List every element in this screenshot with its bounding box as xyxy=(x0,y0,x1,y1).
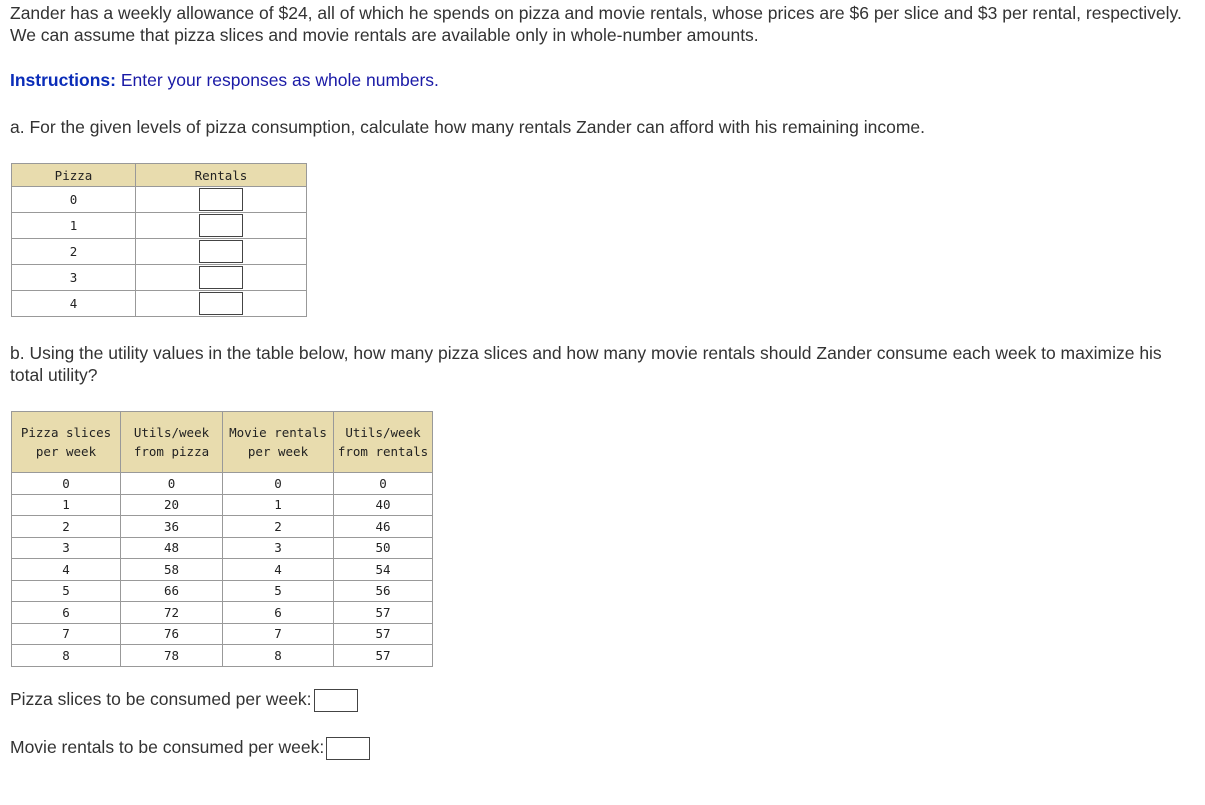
utils-pizza-cell: 78 xyxy=(121,645,223,667)
problem-intro: Zander has a weekly allowance of $24, all of which he spends on pizza and movie rentals, whose prices are $6 per slice and $3 per rental, respectively. We can assume that pizza slices and movie rentals are available only in whole-number amounts. xyxy=(10,3,1182,45)
rentals-answer-label: Movie rentals to be consumed per week: xyxy=(10,737,325,757)
instructions-label: Instructions: xyxy=(10,70,116,90)
rentals-header: Rentals xyxy=(136,164,307,187)
movie-rentals-cell: 1 xyxy=(223,494,334,516)
table-row xyxy=(12,516,433,538)
pizza-slices-cell: 2 xyxy=(12,516,121,538)
part-b-question: b. Using the utility values in the table below, how many pizza slices and how many movie rentals should Zander consume each week to maximize his total utility? xyxy=(10,343,1162,385)
rentals-input[interactable] xyxy=(199,266,243,289)
movie-rentals-cell: 3 xyxy=(223,537,334,559)
table-row xyxy=(12,645,433,667)
pizza-slices-cell: 8 xyxy=(12,645,121,667)
pizza-slices-cell: 4 xyxy=(12,559,121,581)
utility-table-body xyxy=(12,473,433,667)
movie-rentals-cell: 6 xyxy=(223,602,334,624)
instructions-text: Enter your responses as whole numbers. xyxy=(115,70,439,90)
pizza-answer-row xyxy=(10,688,358,712)
table-row xyxy=(12,187,307,213)
utils-rentals-cell: 0 xyxy=(334,473,433,495)
utils-pizza-cell: 76 xyxy=(121,623,223,645)
utils-pizza-cell: 58 xyxy=(121,559,223,581)
movie-rentals-cell: 4 xyxy=(223,559,334,581)
rentals-input[interactable] xyxy=(199,240,243,263)
utils-rentals-cell: 56 xyxy=(334,580,433,602)
utility-table xyxy=(11,411,433,667)
part-a-question: a. For the given levels of pizza consumption, calculate how many rentals Zander can afford with his remaining income. xyxy=(10,117,925,137)
pizza-header: Pizza xyxy=(12,164,136,187)
rentals-input[interactable] xyxy=(199,214,243,237)
table-row xyxy=(12,580,433,602)
pizza-slices-cell: 6 xyxy=(12,602,121,624)
pizza-slices-cell: 1 xyxy=(12,494,121,516)
pizza-value: 4 xyxy=(12,291,136,317)
pizza-value: 2 xyxy=(12,239,136,265)
utils-rentals-header: Utils/week from rentals xyxy=(334,412,433,473)
utils-pizza-cell: 20 xyxy=(121,494,223,516)
pizza-slices-cell: 0 xyxy=(12,473,121,495)
movie-rentals-cell: 0 xyxy=(223,473,334,495)
utils-rentals-cell: 40 xyxy=(334,494,433,516)
rentals-table xyxy=(11,163,307,317)
utils-pizza-header: Utils/week from pizza xyxy=(121,412,223,473)
utils-rentals-cell: 57 xyxy=(334,645,433,667)
pizza-value: 3 xyxy=(12,265,136,291)
pizza-value: 1 xyxy=(12,213,136,239)
table-row xyxy=(12,265,307,291)
utils-rentals-cell: 57 xyxy=(334,623,433,645)
pizza-slices-cell: 5 xyxy=(12,580,121,602)
table-row xyxy=(12,291,307,317)
table-row xyxy=(12,602,433,624)
table-row xyxy=(12,213,307,239)
utils-pizza-cell: 36 xyxy=(121,516,223,538)
utils-pizza-cell: 0 xyxy=(121,473,223,495)
table-row xyxy=(12,623,433,645)
movie-rentals-cell: 7 xyxy=(223,623,334,645)
rentals-answer-row xyxy=(10,736,370,760)
pizza-answer-label: Pizza slices to be consumed per week: xyxy=(10,689,312,709)
rentals-input[interactable] xyxy=(199,292,243,315)
pizza-value: 0 xyxy=(12,187,136,213)
pizza-slices-cell: 7 xyxy=(12,623,121,645)
movie-rentals-header: Movie rentals per week xyxy=(223,412,334,473)
pizza-slices-cell: 3 xyxy=(12,537,121,559)
pizza-slices-header: Pizza slices per week xyxy=(12,412,121,473)
utils-pizza-cell: 66 xyxy=(121,580,223,602)
table-row xyxy=(12,537,433,559)
table-row xyxy=(12,494,433,516)
utils-pizza-cell: 72 xyxy=(121,602,223,624)
utils-pizza-cell: 48 xyxy=(121,537,223,559)
pizza-slices-input[interactable] xyxy=(314,689,358,712)
movie-rentals-cell: 5 xyxy=(223,580,334,602)
utils-rentals-cell: 54 xyxy=(334,559,433,581)
utils-rentals-cell: 57 xyxy=(334,602,433,624)
utils-rentals-cell: 46 xyxy=(334,516,433,538)
movie-rentals-input[interactable] xyxy=(326,737,370,760)
movie-rentals-cell: 8 xyxy=(223,645,334,667)
utils-rentals-cell: 50 xyxy=(334,537,433,559)
movie-rentals-cell: 2 xyxy=(223,516,334,538)
table-row xyxy=(12,239,307,265)
instructions xyxy=(10,69,439,91)
rentals-input[interactable] xyxy=(199,188,243,211)
table-row xyxy=(12,473,433,495)
table-row xyxy=(12,559,433,581)
